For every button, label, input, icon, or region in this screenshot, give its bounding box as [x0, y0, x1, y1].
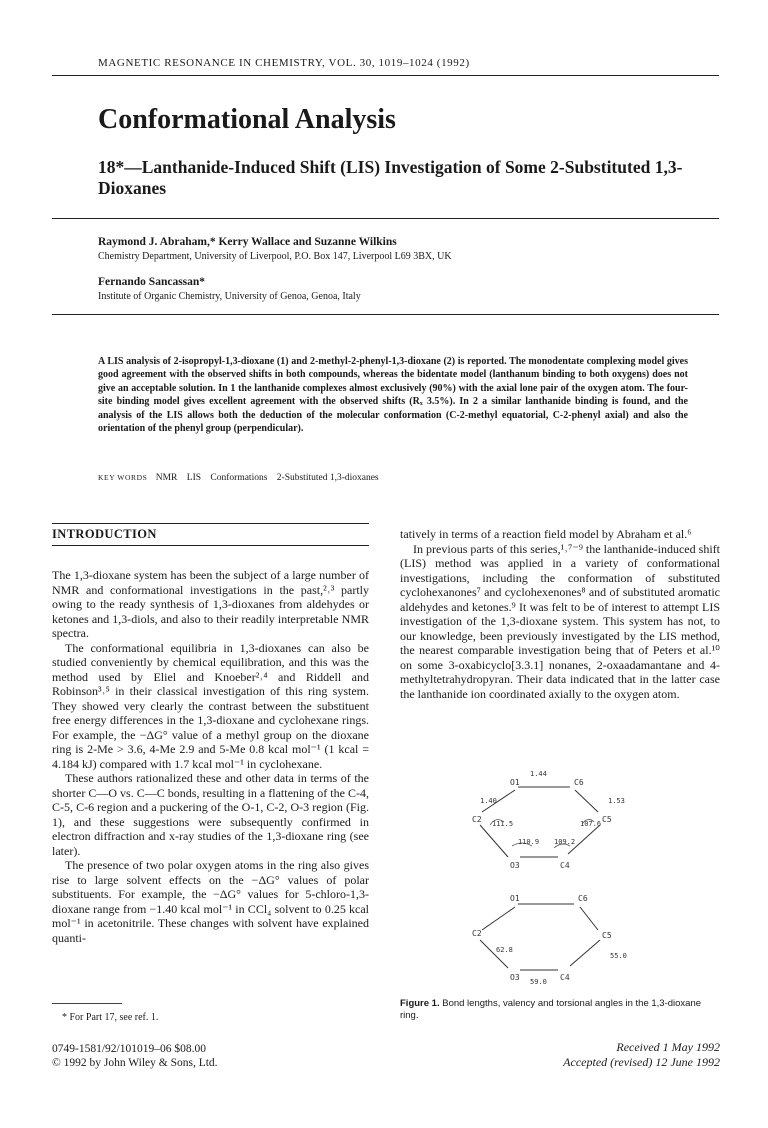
keyword-item: 2-Substituted 1,3-dioxanes — [276, 473, 379, 483]
intro-paragraph-4: The presence of two polar oxygen atoms in the ring also gives rise to large solvent effects on the −ΔG° values of polar substituents. For example, the −ΔG° values for 5-chloro-1,3-dioxane range from −1.40 kcal mol⁻¹ in CCl₄ solvent to 0.25 kcal mol⁻¹ in acetonitrile. These changes with solvent have explained quanti- — [52, 858, 369, 945]
atom-label-c5: C5 — [602, 815, 612, 824]
angle-c2: 111.5 — [492, 820, 514, 828]
atom-label-o3: O3 — [510, 973, 520, 982]
angle-c4: 109.2 — [554, 838, 576, 846]
keyword-item: NMR — [155, 473, 178, 483]
atom-label-o1: O1 — [510, 894, 520, 903]
left-column — [52, 568, 369, 945]
ring-torsion-diagram — [472, 894, 627, 986]
intro-paragraph-5: tatively in terms of a reaction field model by Abraham et al.⁶ — [400, 527, 692, 541]
atom-label-o1: O1 — [510, 778, 520, 787]
section-heading-introduction: INTRODUCTION — [52, 523, 369, 546]
accepted-date: Accepted (revised) 12 June 1992 — [563, 1055, 720, 1069]
torsion-c5-c4: 55.0 — [610, 952, 627, 960]
header-rule — [52, 75, 719, 76]
right-column — [400, 527, 720, 701]
keyword-item: Conformations — [210, 473, 268, 483]
figure-caption-label: Figure 1. — [400, 998, 440, 1009]
title-rule — [52, 218, 719, 219]
atom-label-c2: C2 — [472, 815, 482, 824]
intro-paragraph-2: The conformational equilibria in 1,3-dioxanes can also be studied conveniently by chemical equilibration, and this was the method used by Eliel and Knoeber²˒⁴ and Riddell and Robinson³˒⁵ in their classical investigation of this ring system. They showed very clearly the contrast between the substituent free energy differences in the 1,3-dioxane and cyclohexane rings. For example, the −ΔG° value of a methyl group on the dioxane ring is 2-Me > 3.6, 4-Me 2.9 and 5-Me 0.8 kcal mol⁻¹ (1 kcal = 4.184 kJ) compared with 1.7 kcal mol⁻¹ in cyclohexane. — [52, 640, 369, 771]
angle-c6: 107.6 — [580, 820, 602, 828]
atom-label-c6: C6 — [578, 894, 588, 903]
author-names-2: Fernando Sancassan* — [98, 276, 206, 288]
abstract: A LIS analysis of 2-isopropyl-1,3-dioxane (1) and 2-methyl-2-phenyl-1,3-dioxane (2) is reported. The monodentate complexing model gives good agreement with the observed shifts in both compounds, whereas the bidentate model (lanthanum binding to both oxygens) does not give an acceptable solution. In 1 the lanthanide complexes almost exclusively (90%) with the axial lone pair of the oxygen atom. The four-site binding model gives excellent agreement with the observed shifts (Rₓ 3.5%). In 2 a similar lanthanide binding is found, and the analysis of the LIS allows both the deduction of the molecular conformation (C-2-methyl equatorial, C-2-phenyl axial) and also the orientation of the phenyl group (perpendicular). — [98, 356, 688, 435]
atom-label-c4: C4 — [560, 861, 570, 870]
author-affiliation-2: Institute of Organic Chemistry, University of Genoa, Genoa, Italy — [98, 291, 361, 302]
footnote-rule — [52, 1003, 122, 1004]
figure-caption-text: Bond lengths, valency and torsional angles in the 1,3-dioxane ring. — [400, 998, 702, 1021]
atom-label-c2: C2 — [472, 929, 482, 938]
received-date: Received 1 May 1992 — [616, 1040, 720, 1054]
bond-length-c2-o1: 1.40 — [480, 797, 497, 805]
journal-header: MAGNETIC RESONANCE IN CHEMISTRY, VOL. 30, 1019–1024 (1992) — [98, 57, 470, 69]
torsion-o3-c4: 59.0 — [530, 978, 547, 986]
article-title: Conformational Analysis — [98, 104, 396, 135]
keywords-label: KEY WORDS — [98, 473, 148, 482]
received-dates — [530, 1040, 720, 1070]
publication-info — [52, 1042, 218, 1070]
intro-paragraph-6: In previous parts of this series,¹˒⁷⁻⁹ the lanthanide-induced shift (LIS) method was applied in a variety of conformational investigations, including the conformation of substituted cyclohexanones⁷ and cyclohexenones⁸ and of substituted aromatic aldehydes and ketones.⁹ It was felt to be of interest to attempt LIS investigation of the 1,3-dioxane system. This system has not, to our knowledge, been previously investigated by the LIS method, the nearest comparable investigation being that of Peters et al.¹⁰ on some 3-oxabicyclo[3.3.1] nonanes, 2-oxaadamantane and 4-methyltetrahydropyran. Their data indicated that in the latter case the lanthanide ion coordinated axially to the oxygen atom. — [400, 541, 720, 701]
bond-length-c6-c5: 1.53 — [608, 797, 625, 805]
keyword-item: LIS — [186, 473, 202, 483]
ring-valency-diagram — [472, 770, 625, 870]
article-subtitle: 18*—Lanthanide-Induced Shift (LIS) Investigation of Some 2-Substituted 1,3-Dioxanes — [98, 157, 683, 198]
author-affiliation-1: Chemistry Department, University of Liverpool, P.O. Box 147, Liverpool L69 3BX, UK — [98, 251, 452, 262]
author-names-1: Raymond J. Abraham,* Kerry Wallace and Suzanne Wilkins — [98, 236, 397, 248]
issn-line: 0749-1581/92/101019–06 $08.00 — [52, 1043, 206, 1055]
copyright-line: © 1992 by John Wiley & Sons, Ltd. — [52, 1057, 218, 1069]
figure-1-caption — [400, 998, 720, 1022]
torsion-c2-o3: 62.8 — [496, 946, 513, 954]
atom-label-c6: C6 — [574, 778, 584, 787]
keywords — [98, 473, 386, 483]
atom-label-c5: C5 — [602, 931, 612, 940]
figure-1-diagram — [400, 760, 720, 990]
authors-rule — [52, 314, 719, 315]
intro-paragraph-3: These authors rationalized these and other data in terms of the shorter C—O vs. C—C bonds, resulting in a flattening of the C-4, C-5, C-6 region and a puckering of the O-1, C-2, O-3 region (Fig. 1), and these suggestions were subsequently confirmed in electron diffraction and x-ray studies of the 1,3-dioxane ring (see later). — [52, 771, 369, 858]
atom-label-c4: C4 — [560, 973, 570, 982]
footnote: * For Part 17, see ref. 1. — [62, 1012, 159, 1023]
atom-label-o3: O3 — [510, 861, 520, 870]
angle-o3: 110.9 — [518, 838, 540, 846]
intro-paragraph-1: The 1,3-dioxane system has been the subject of a large number of NMR and conformational investigations in the past,²˒³ partly owing to the ready synthesis of 1,3-dioxanes from aldehydes or ketones and 1,3-diols, and also to their readily interpretable NMR spectra. — [52, 568, 369, 640]
bond-length-o1-c6: 1.44 — [530, 770, 547, 778]
